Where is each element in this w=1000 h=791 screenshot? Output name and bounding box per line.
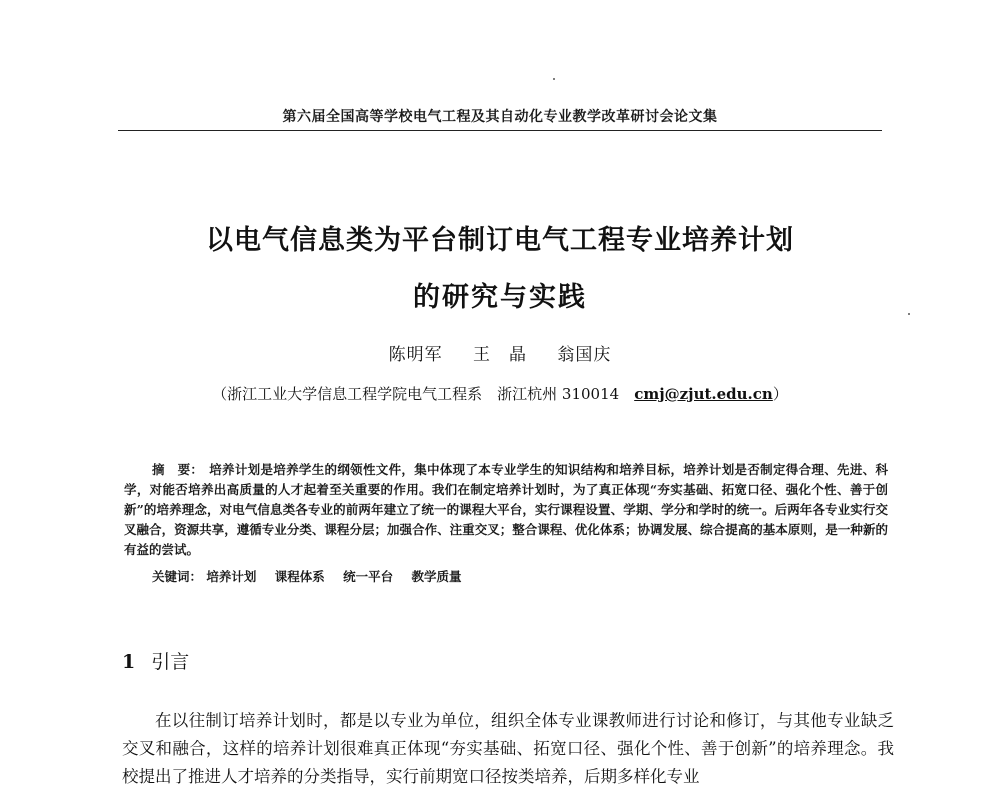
keywords-label: 关键词： <box>152 569 203 584</box>
abstract <box>124 460 888 560</box>
keyword: 课程体系 <box>274 569 325 584</box>
header-rule <box>118 130 882 131</box>
author-name: 王 晶 <box>473 345 527 365</box>
keyword: 教学质量 <box>411 569 462 584</box>
keyword: 培养计划 <box>206 569 257 584</box>
affiliation-text: （浙江工业大学信息工程学院电气工程系 浙江杭州 310014 <box>212 385 635 403</box>
body-paragraph: 在以往制订培养计划时，都是以专业为单位，组织全体专业课教师进行讨论和修订，与其他专业缺乏交叉和融合，这样的培养计划很难真正体现“夯实基础、拓宽口径、强化个性、善于创新”的培养理念。我校提出了推进人才培养的分类指导，实行前期宽口径按类培养，后期多样化专业 <box>122 710 894 786</box>
author-name: 翁国庆 <box>557 345 612 365</box>
running-header: 第六届全国高等学校电气工程及其自动化专业教学改革研讨会论文集 <box>282 109 718 125</box>
section-title: 引言 <box>151 651 190 673</box>
section-heading <box>122 650 189 674</box>
abstract-label: 摘 要： <box>152 462 204 477</box>
abstract-text: 培养计划是培养学生的纲领性文件，集中体现了本专业学生的知识结构和培养目标，培养计划是否制定得合理、先进、科学，对能否培养出高质量的人才起着至关重要的作用。我们在制定培养计划时，为了真正体现“夯实基础、拓宽口径、强化个性、善于创新”的培养理念，对电气信息类各专业的前两年建立了统一的课程大平台，实行课程设置、学期、学分和学时的统一。后两年各专业实行交叉融合，资源共享，遵循专业分类、课程分层；加强合作、注重交叉；整合课程、优化体系；协调发展、综合提高的基本原则，是一种新的有益的尝试。 <box>124 462 888 557</box>
scan-speck <box>553 78 555 80</box>
affiliation-close: ） <box>772 385 788 403</box>
author-affiliation <box>100 384 900 404</box>
author-email-link[interactable]: cmj@zjut.edu.cn <box>634 385 773 403</box>
paper-title-line-2: 的研究与实践 <box>413 282 587 313</box>
keywords <box>152 567 476 587</box>
author-list <box>100 344 900 366</box>
paper-title-line-1: 以电气信息类为平台制订电气工程专业培养计划 <box>206 225 794 256</box>
section-number: 1 <box>122 651 136 673</box>
keyword: 统一平台 <box>343 569 394 584</box>
scan-speck <box>908 313 910 315</box>
author-name: 陈明军 <box>388 345 443 365</box>
